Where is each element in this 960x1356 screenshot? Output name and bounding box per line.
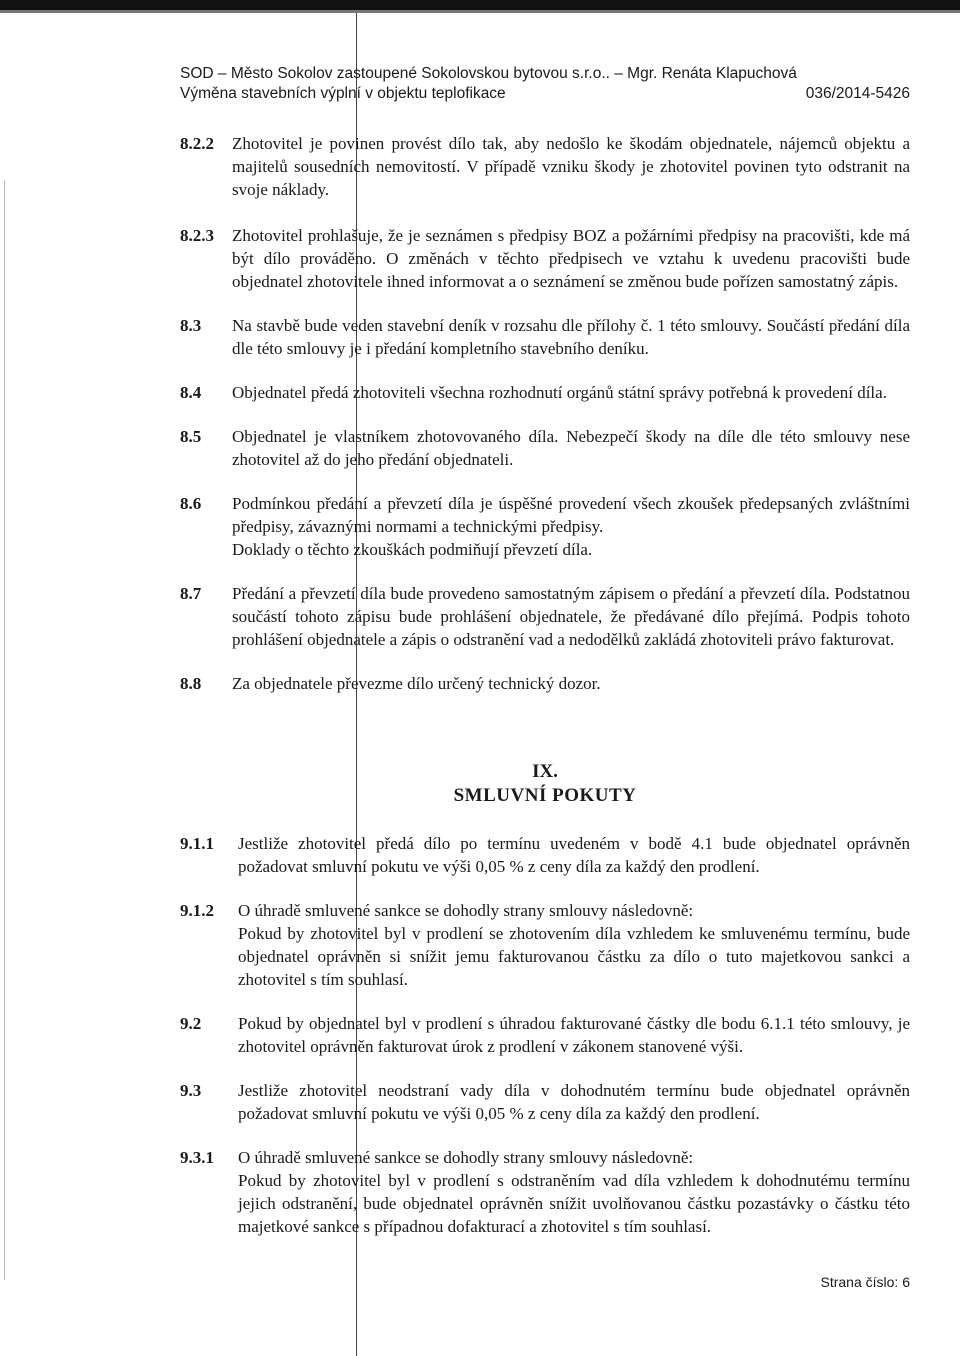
scan-top-shadow bbox=[0, 10, 960, 13]
clause-text-continued: Pokud by zhotovitel byl v prodlení s odstraněním vad díla vzhledem k dohodnutému termínu jejich odstranění, bude objednatel oprávněn snížit uvolňovanou částku pozastávky o částku této majetkové sankce s případnou dofakturací a zhotovitel s tím souhlasí. bbox=[238, 1171, 910, 1236]
page-header bbox=[180, 64, 910, 104]
clause-9-1-2 bbox=[180, 899, 910, 991]
clause-8-3 bbox=[180, 314, 910, 360]
chapter-roman-numeral: IX. bbox=[532, 761, 558, 782]
clause-number: 8.8 bbox=[180, 674, 202, 693]
clause-number: 8.7 bbox=[180, 584, 202, 603]
clause-text: Předání a převzetí díla bude provedeno samostatným zápisem o předání a převzetí díla. Podstatnou součástí tohoto zápisu bude prohlášení objednatele, že předávané dílo přejímá. Podpis tohoto prohlášení objednatele a zápis o odstranění vad a nedodělků zakládá zhotoviteli právo fakturovat. bbox=[232, 584, 910, 649]
clause-text: Zhotovitel prohlašuje, že je seznámen s předpisy BOZ a požárními předpisy na pracovišti, kde má být dílo prováděno. O změnách v těchto předpisech ve vztahu k uvedenu pracovišti bude objednatel zhotovitele ihned informovat a o seznámení se změnou bude pořízen samostatný zápis. bbox=[232, 226, 910, 291]
clause-number: 8.2.2 bbox=[180, 134, 214, 153]
clause-text: Podmínkou předání a převzetí díla je úspěšné provedení všech zkoušek předepsaných zvláštními předpisy, závaznými normami a technickými předpisy. bbox=[232, 494, 910, 536]
header-parties: SOD – Město Sokolov zastoupené Sokolovskou bytovou s.r.o.. – Mgr. Renáta Klapuchová bbox=[180, 65, 797, 82]
page-number: Strana číslo: 6 bbox=[820, 1274, 910, 1290]
clause-text: Jestliže zhotovitel neodstraní vady díla v dohodnutém termínu bude objednatel oprávněn požadovat smluvní pokutu ve výši 0,05 % z ceny díla za každý den prodlení. bbox=[238, 1081, 910, 1123]
clause-9-3-1 bbox=[180, 1146, 910, 1238]
clause-number: 9.3.1 bbox=[180, 1148, 214, 1167]
clause-8-2-3 bbox=[180, 224, 910, 293]
header-row-2 bbox=[180, 84, 910, 104]
clause-text: Objednatel je vlastníkem zhotovovaného díla. Nebezpečí škody na díle dle této smlouvy nese zhotovitel až do jeho předání objednateli. bbox=[232, 427, 910, 469]
clause-number: 8.6 bbox=[180, 494, 202, 513]
scan-left-edge bbox=[4, 180, 5, 1280]
chapter-heading bbox=[180, 760, 910, 808]
clause-number: 8.5 bbox=[180, 427, 202, 446]
clause-text-continued: Pokud by zhotovitel byl v prodlení se zhotovením díla vzhledem ke smluvenému termínu, bude objednatel oprávněn si snížit jemu fakturovanou částku za dílo o tuto majetkovou sankci a zhotovitel s tím souhlasí. bbox=[238, 924, 910, 989]
clause-number: 9.1.1 bbox=[180, 834, 214, 853]
header-row-1 bbox=[180, 64, 910, 84]
clause-text: Za objednatele převezme dílo určený technický dozor. bbox=[232, 674, 601, 693]
clause-9-3 bbox=[180, 1079, 910, 1125]
clause-8-8 bbox=[180, 672, 910, 695]
clause-8-2-2 bbox=[180, 132, 910, 201]
header-subject: Výměna stavebních výplní v objektu teplofikace bbox=[180, 85, 506, 102]
clause-number: 9.2 bbox=[180, 1014, 202, 1033]
clause-number: 9.1.2 bbox=[180, 901, 214, 920]
clause-8-5 bbox=[180, 425, 910, 471]
header-reference-number: 036/2014-5426 bbox=[805, 85, 910, 102]
clause-9-1-1 bbox=[180, 832, 910, 878]
clause-text: O úhradě smluvené sankce se dohodly strany smlouvy následovně: bbox=[238, 901, 694, 920]
scan-top-border bbox=[0, 0, 960, 10]
clause-text: Zhotovitel je povinen provést dílo tak, aby nedošlo ke škodám objednatele, nájemců objektu a majitelů sousedních nemovitostí. V případě vzniku škody je zhotovitel povinen tyto odstranit na svoje náklady. bbox=[232, 134, 910, 199]
clause-text: Pokud by objednatel byl v prodlení s úhradou fakturované částky dle bodu 6.1.1 této smlouvy, je zhotovitel oprávněn fakturovat úrok z prodlení v zákonem stanovené výši. bbox=[238, 1014, 910, 1056]
document-body bbox=[180, 132, 910, 1238]
clause-text: O úhradě smluvené sankce se dohodly strany smlouvy následovně: bbox=[238, 1148, 694, 1167]
clause-text: Jestliže zhotovitel předá dílo po termínu uvedeném v bodě 4.1 bude objednatel oprávněn požadovat smluvní pokutu ve výši 0,05 % z ceny díla za každý den prodlení. bbox=[238, 834, 910, 876]
clause-number: 9.3 bbox=[180, 1081, 202, 1100]
clause-number: 8.2.3 bbox=[180, 226, 214, 245]
clause-9-2 bbox=[180, 1012, 910, 1058]
clause-8-7 bbox=[180, 582, 910, 651]
chapter-title: SMLUVNÍ POKUTY bbox=[453, 785, 637, 806]
clause-8-4 bbox=[180, 381, 910, 404]
clause-8-6 bbox=[180, 492, 910, 561]
clause-number: 8.3 bbox=[180, 316, 202, 335]
clause-text: Objednatel předá zhotoviteli všechna rozhodnutí orgánů státní správy potřebná k provedení díla. bbox=[232, 383, 887, 402]
clause-number: 8.4 bbox=[180, 383, 202, 402]
clause-text: Na stavbě bude veden stavební deník v rozsahu dle přílohy č. 1 této smlouvy. Součástí předání díla dle této smlouvy je i předání kompletního stavebního deníku. bbox=[232, 316, 910, 358]
clause-text-continued: Doklady o těchto zkouškách podmiňují převzetí díla. bbox=[232, 540, 593, 559]
